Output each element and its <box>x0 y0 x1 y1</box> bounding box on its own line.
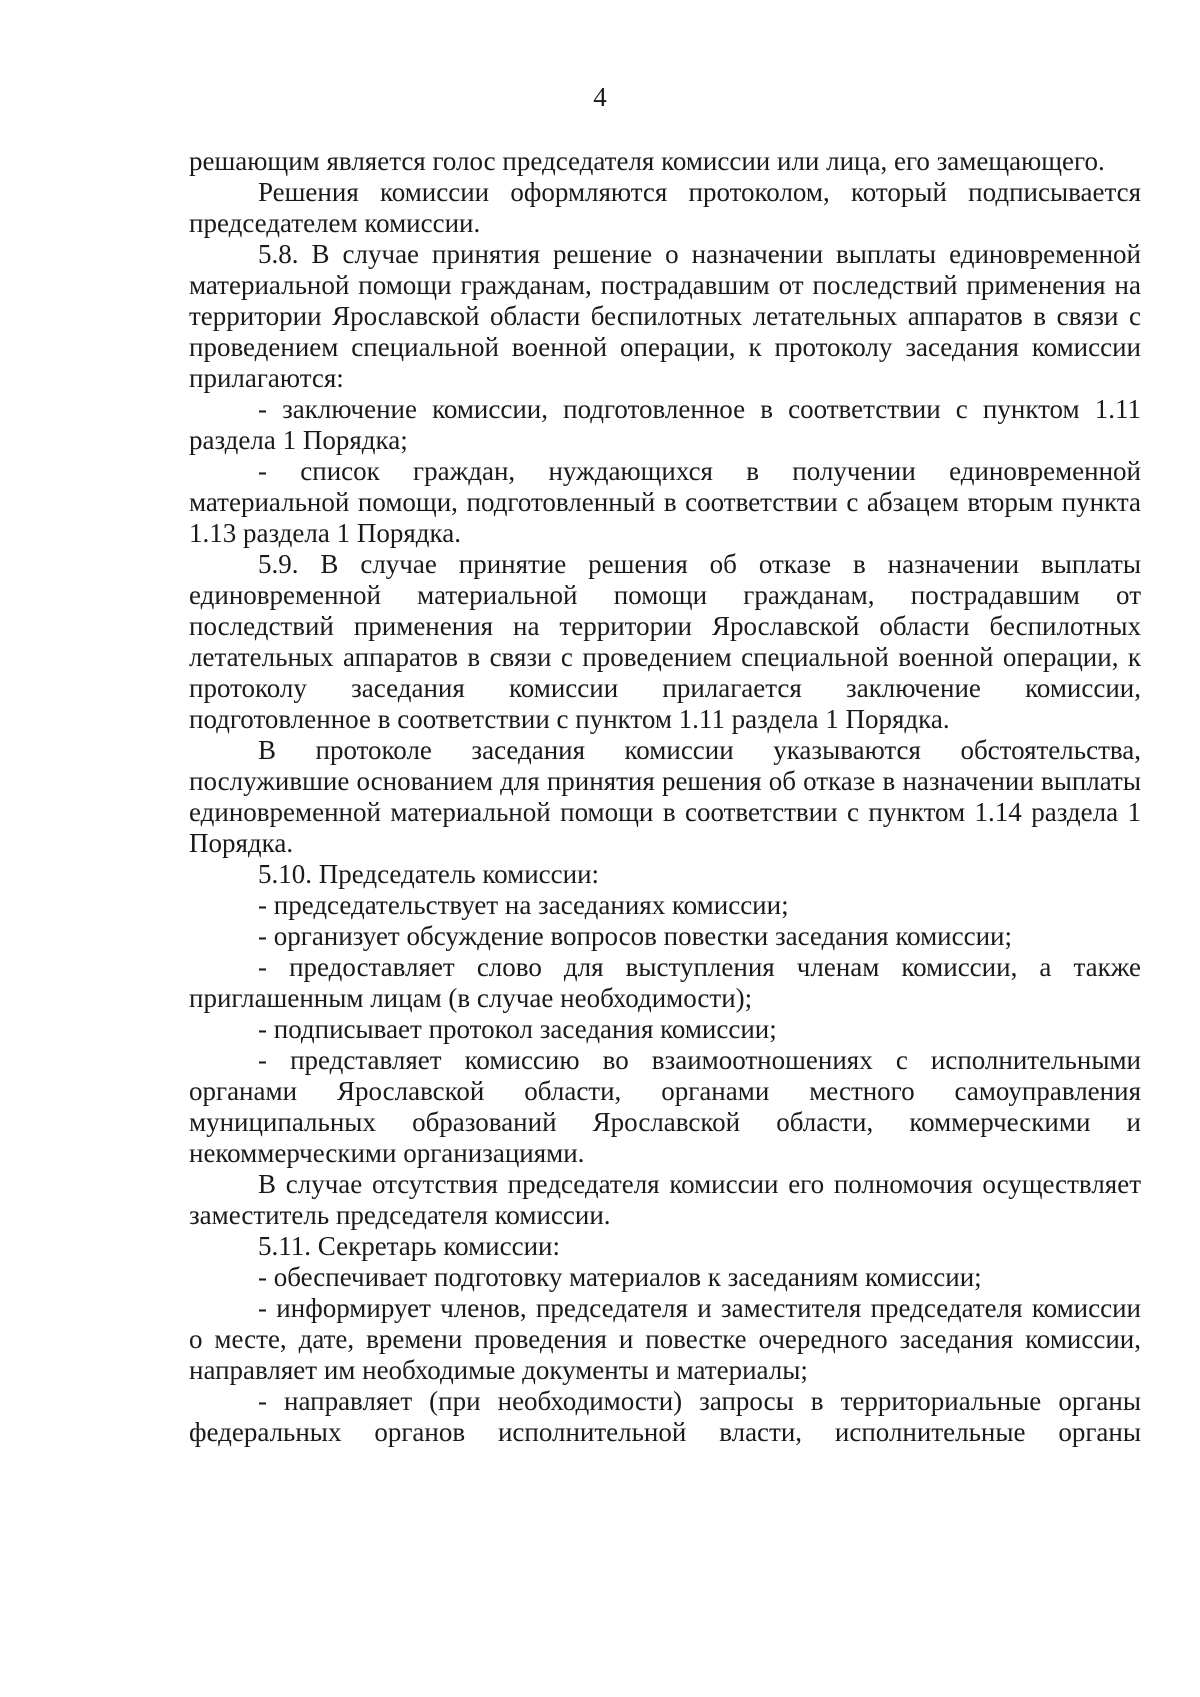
list-item: - обеспечивает подготовку материалов к заседаниям комиссии; <box>258 1262 982 1292</box>
list-item: - предоставляет слово для выступления членам комиссии, а также приглашенным лицам (в случае необходимости); <box>189 952 1141 1013</box>
list-item: - председательствует на заседаниях комиссии; <box>258 890 789 920</box>
list-item: - информирует членов, председателя и заместителя председателя комиссии о месте, дате, времени проведения и повестке очередного заседания комиссии, направляет им необходимые документы и материалы; <box>189 1293 1141 1385</box>
list-item: - представляет комиссию во взаимоотношениях с исполнительными органами Ярославской области, органами местного самоуправления муниципальных образований Ярославской области, коммерческими и некоммерческими организациями. <box>189 1045 1141 1168</box>
page-number: 4 <box>593 82 607 112</box>
paragraph: 5.8. В случае принятия решение о назначении выплаты единовременной материальной помощи гражданам, пострадавшим от последствий применения на территории Ярославской области беспилотных летательных аппаратов в связи с проведением специальной военной операции, к протоколу заседания комиссии прилагаются: <box>189 239 1141 393</box>
paragraph: В протоколе заседания комиссии указываются обстоятельства, послужившие основанием для принятия решения об отказе в назначении выплаты единовременной материальной помощи в соответствии с пунктом 1.14 раздела 1 Порядка. <box>189 735 1141 858</box>
paragraph: 5.9. В случае принятие решения об отказе в назначении выплаты единовременной материальной помощи гражданам, пострадавшим от последствий применения на территории Ярославской области беспилотных летательных аппаратов в связи с проведением специальной военной операции, к протоколу заседания комиссии прилагается заключение комиссии, подготовленное в соответствии с пунктом 1.11 раздела 1 Порядка. <box>189 549 1141 734</box>
list-item: - организует обсуждение вопросов повестки заседания комиссии; <box>258 921 1012 951</box>
list-item: - список граждан, нуждающихся в получении единовременной материальной помощи, подготовленный в соответствии с абзацем вторым пункта 1.13 раздела 1 Порядка. <box>189 456 1141 548</box>
document-body <box>189 146 1141 1448</box>
paragraph: решающим является голос председателя комиссии или лица, его замещающего. <box>189 146 1105 176</box>
list-item: - подписывает протокол заседания комиссии; <box>258 1014 777 1044</box>
list-item: - направляет (при необходимости) запросы в территориальные органы федеральных органов исполнительной власти, исполнительные органы <box>189 1386 1141 1447</box>
paragraph: Решения комиссии оформляются протоколом, который подписывается председателем комиссии. <box>189 177 1141 238</box>
section-heading: 5.10. Председатель комиссии: <box>258 859 600 889</box>
list-item: - заключение комиссии, подготовленное в соответствии с пунктом 1.11 раздела 1 Порядка; <box>189 394 1141 455</box>
paragraph: В случае отсутствия председателя комиссии его полномочия осуществляет заместитель председателя комиссии. <box>189 1169 1141 1230</box>
section-heading: 5.11. Секретарь комиссии: <box>258 1231 560 1261</box>
